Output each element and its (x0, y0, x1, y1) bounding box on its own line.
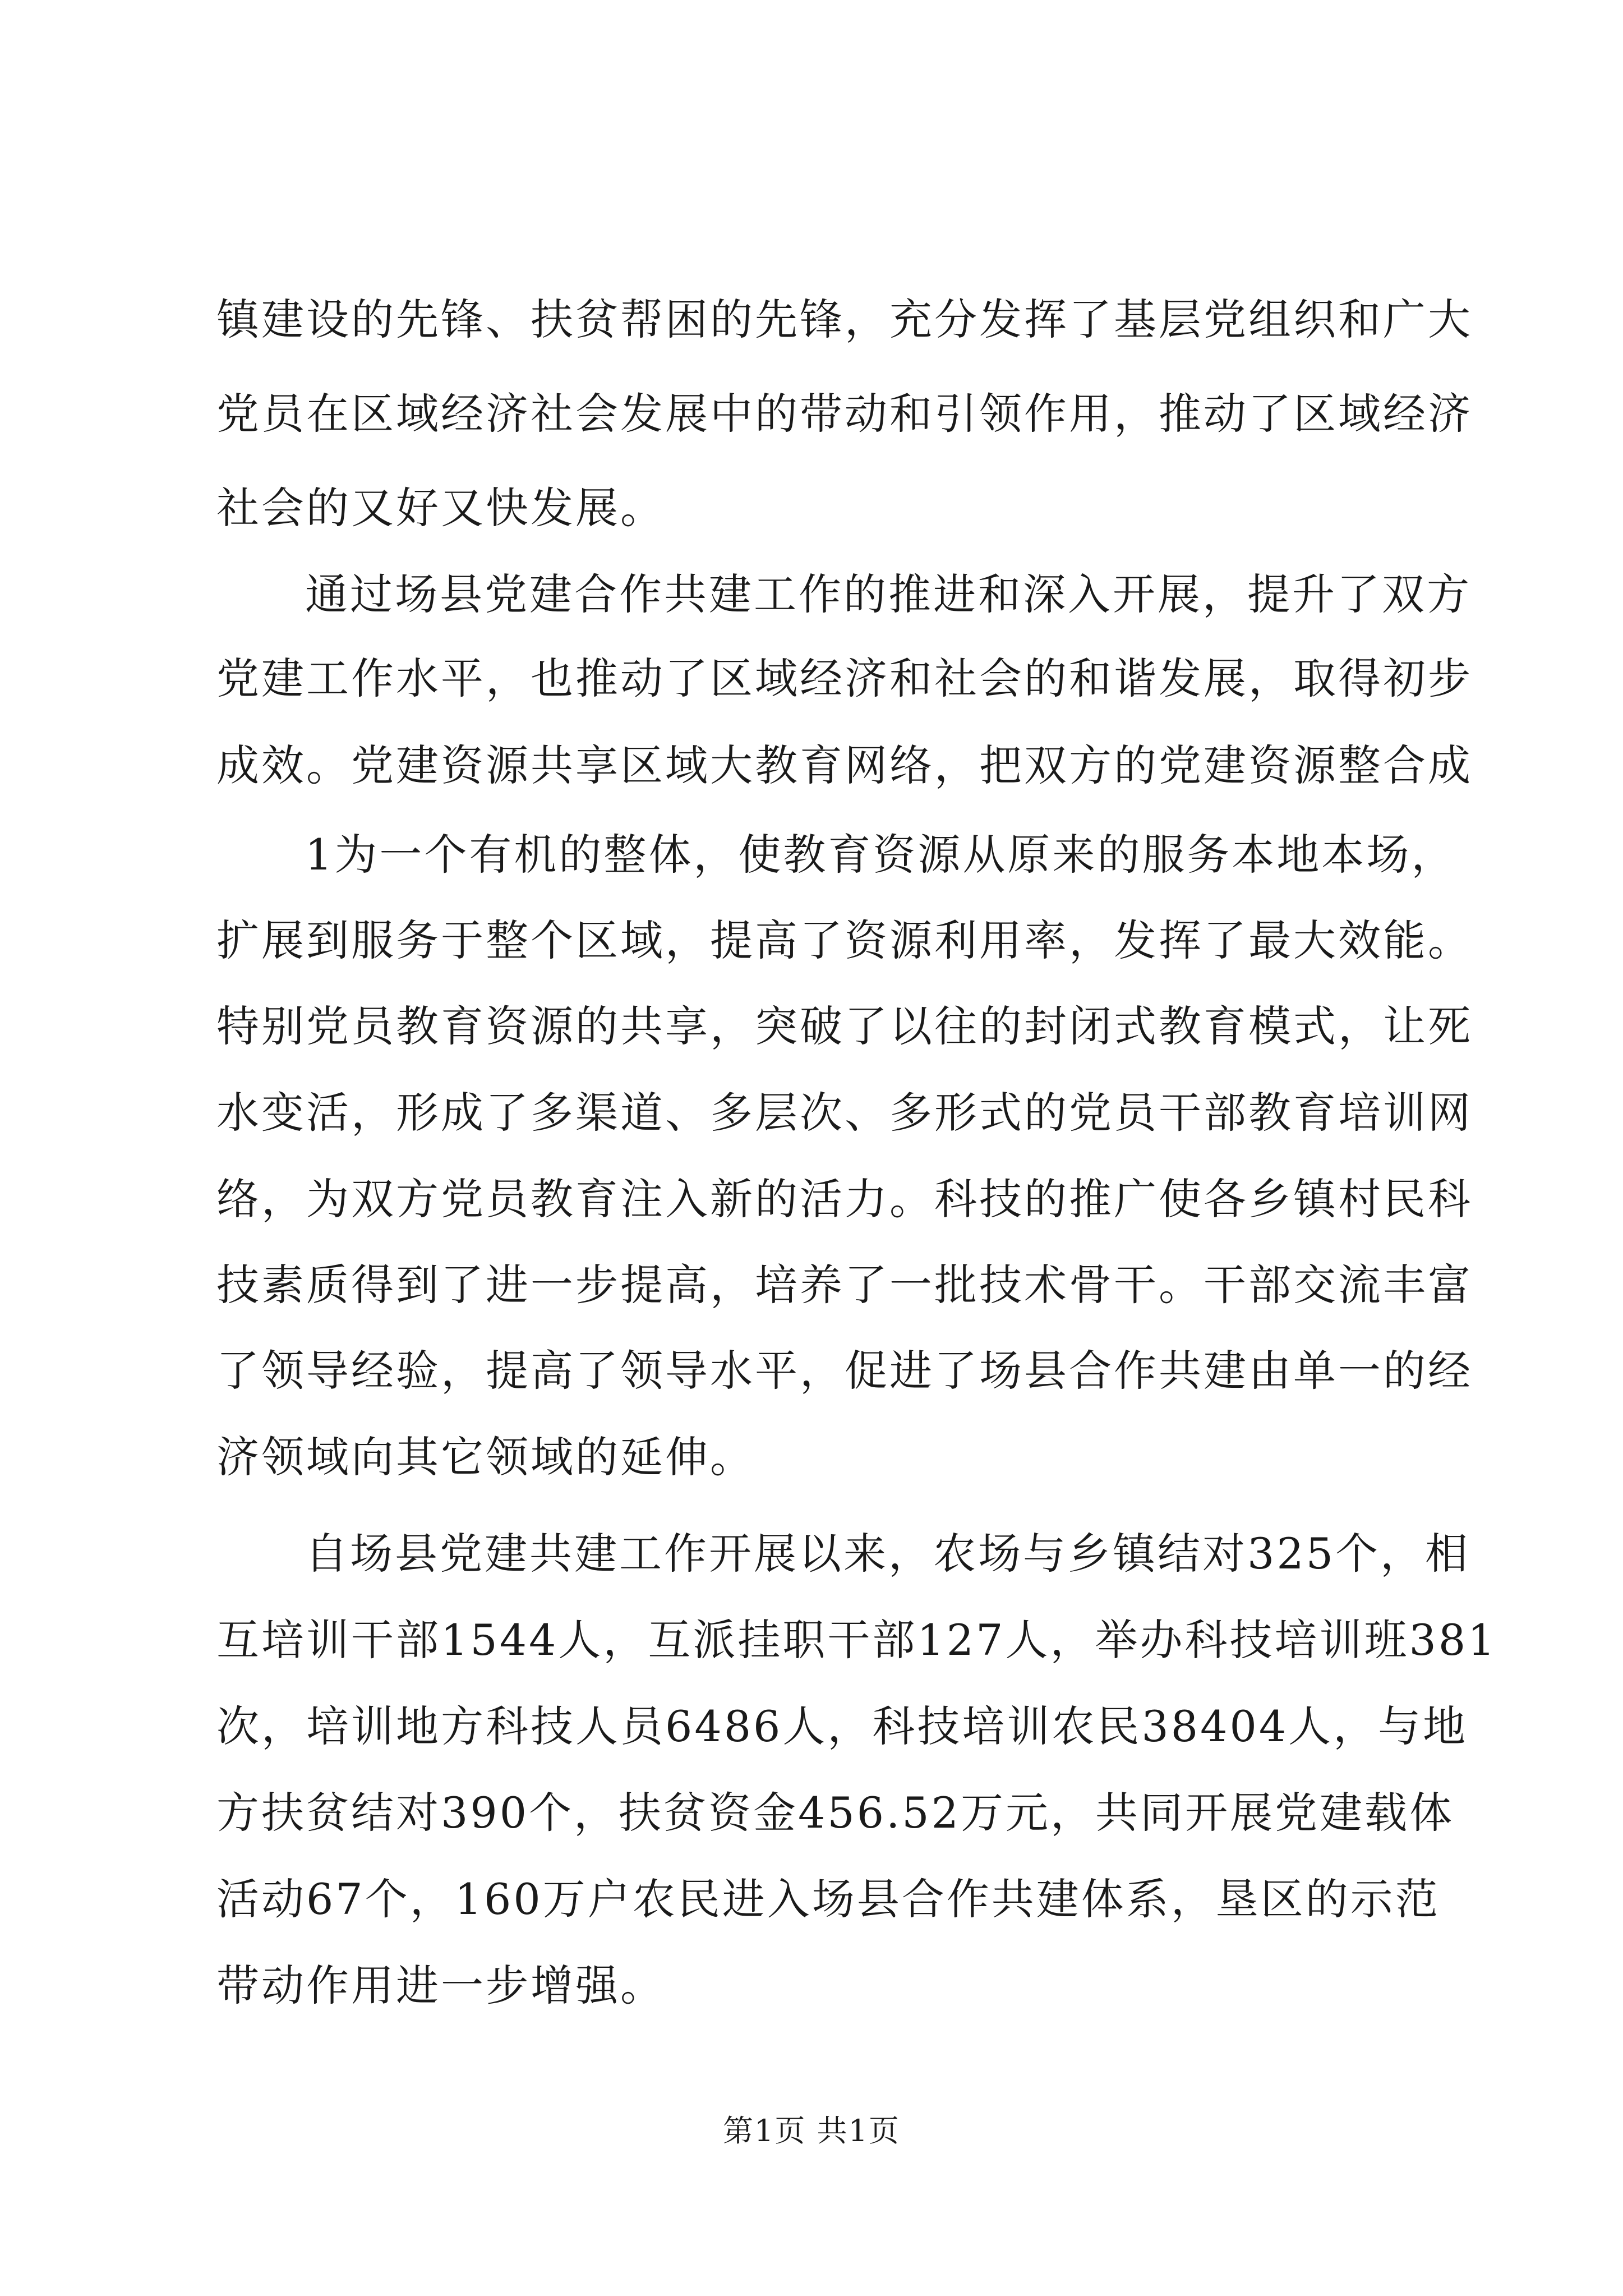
paragraph-4-line-3: 次，培训地方科技人员6486人，科技培训农民38404人，与地 (216, 1701, 1468, 1751)
paragraph-2-line-2: 党建工作水平，也推动了区域经济和社会的和谐发展，取得初步 (216, 654, 1473, 703)
paragraph-2-line-3: 成效。党建资源共享区域大教育网络，把双方的党建资源整合成 (216, 740, 1473, 790)
paragraph-4-line-4: 方扶贫结对390个，扶贫资金456.52万元，共同开展党建载体 (216, 1788, 1454, 1838)
paragraph-3-line-5: 络，为双方党员教育注入新的活力。科技的推广使各乡镇村民科 (216, 1174, 1473, 1224)
paragraph-4-line-5: 活动67个，160万户农民进入场县合作共建体系，垦区的示范 (216, 1874, 1440, 1924)
paragraph-4-line-1: 自场县党建共建工作开展以来，农场与乡镇结对325个，相 (305, 1529, 1470, 1579)
paragraph-3-line-2: 扩展到服务于整个区域，提高了资源利用率，发挥了最大效能。 (216, 915, 1473, 965)
paragraph-1-line-3: 社会的又好又快发展。 (216, 483, 665, 533)
paragraph-3-line-7: 了领导经验，提高了领导水平，促进了场县合作共建由单一的经 (216, 1346, 1473, 1396)
paragraph-4-line-6: 带动作用进一步增强。 (216, 1961, 665, 2010)
paragraph-2-line-1: 通过场县党建合作共建工作的推进和深入开展，提升了双方 (305, 569, 1472, 619)
paragraph-3-line-8: 济领域向其它领域的延伸。 (216, 1432, 755, 1482)
page-number-footer: 第1页 共1页 (723, 2113, 900, 2148)
paragraph-1-line-1: 镇建设的先锋、扶贫帮困的先锋，充分发挥了基层党组织和广大 (216, 295, 1473, 344)
paragraph-1-line-2: 党员在区域经济社会发展中的带动和引领作用，推动了区域经济 (216, 389, 1473, 439)
paragraph-3-line-4: 水变活，形成了多渠道、多层次、多形式的党员干部教育培训网 (216, 1088, 1473, 1138)
paragraph-3-line-1: 1为一个有机的整体，使教育资源从原来的服务本地本场， (305, 830, 1456, 880)
paragraph-3-line-6: 技素质得到了进一步提高，培养了一批技术骨干。干部交流丰富 (216, 1260, 1473, 1310)
paragraph-4-line-2: 互培训干部1544人，互派挂职干部127人，举办科技培训班381 (216, 1615, 1497, 1665)
paragraph-3-line-3: 特别党员教育资源的共享，突破了以往的封闭式教育模式，让死 (216, 1001, 1473, 1051)
